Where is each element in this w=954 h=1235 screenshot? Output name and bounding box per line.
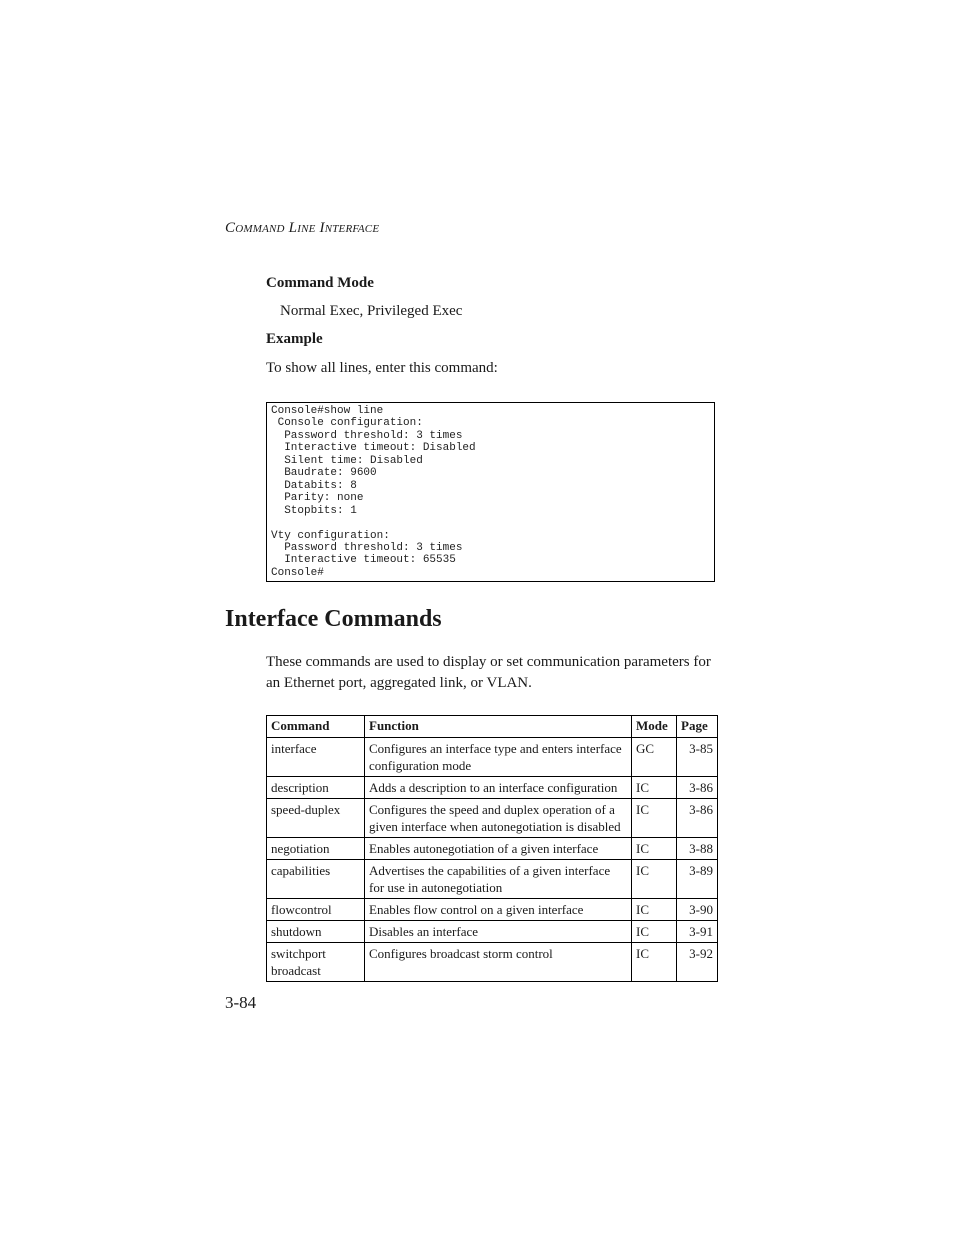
running-head-word: INTERFACE (319, 220, 380, 236)
table-header-row (267, 716, 718, 738)
example-heading: Example (266, 331, 323, 347)
code-example-box (266, 402, 715, 582)
section-paragraph: These commands are used to display or set communication parameters for an Ethernet port, aggregated link, or VLAN. (266, 654, 711, 691)
cell-function: Disables an interface (365, 921, 632, 943)
cell-mode: GC (632, 738, 677, 777)
cell-function: Configures the speed and duplex operation of a given interface when autonegotiation is disabled (365, 799, 632, 838)
cell-mode: IC (632, 860, 677, 899)
command-mode-text: Normal Exec, Privileged Exec (280, 303, 463, 319)
cell-page: 3-92 (677, 943, 718, 982)
cell-page: 3-86 (677, 799, 718, 838)
cell-page: 3-89 (677, 860, 718, 899)
cell-command: flowcontrol (267, 899, 365, 921)
code-example: Console#show line Console configuration: Password threshold: 3 times Interactive timeout: Disabled Silent time: Disabled Baudrate: 9600 Databits: 8 Parity: none Stopbits: 1 Vty configuration: Password threshold: 3 times Interactive timeout: 65535 Console# (271, 405, 476, 579)
cell-command: negotiation (267, 838, 365, 860)
cell-command: capabilities (267, 860, 365, 899)
section-title: Interface Commands (225, 606, 442, 632)
table-row (267, 899, 718, 921)
table-row (267, 738, 718, 777)
table-row (267, 777, 718, 799)
cell-function: Configures an interface type and enters interface configuration mode (365, 738, 632, 777)
command-mode-heading: Command Mode (266, 275, 374, 291)
table-row (267, 799, 718, 838)
cell-page: 3-85 (677, 738, 718, 777)
cell-mode: IC (632, 838, 677, 860)
cell-page: 3-91 (677, 921, 718, 943)
cell-page: 3-86 (677, 777, 718, 799)
header-page: Page (677, 716, 718, 738)
header-mode: Mode (632, 716, 677, 738)
header-command: Command (267, 716, 365, 738)
table-row (267, 838, 718, 860)
cell-mode: IC (632, 899, 677, 921)
cell-command: shutdown (267, 921, 365, 943)
example-intro: To show all lines, enter this command: (266, 360, 498, 376)
cell-command: speed-duplex (267, 799, 365, 838)
cell-function: Enables flow control on a given interface (365, 899, 632, 921)
page-number: 3-84 (225, 993, 257, 1012)
running-head (225, 220, 379, 237)
running-head-word: COMMAND (225, 220, 285, 236)
running-head-word: LINE (288, 220, 316, 236)
cell-mode: IC (632, 943, 677, 982)
cell-page: 3-90 (677, 899, 718, 921)
cell-page: 3-88 (677, 838, 718, 860)
interface-commands-table (266, 715, 718, 982)
cell-function: Configures broadcast storm control (365, 943, 632, 982)
table-row (267, 943, 718, 982)
cell-function: Enables autonegotiation of a given interface (365, 838, 632, 860)
header-function: Function (365, 716, 632, 738)
cell-command: switchport broadcast (267, 943, 365, 982)
cell-function: Adds a description to an interface configuration (365, 777, 632, 799)
cell-command: description (267, 777, 365, 799)
cell-mode: IC (632, 777, 677, 799)
table-row (267, 921, 718, 943)
cell-function: Advertises the capabilities of a given interface for use in autonegotiation (365, 860, 632, 899)
table-row (267, 860, 718, 899)
cell-command: interface (267, 738, 365, 777)
cell-mode: IC (632, 921, 677, 943)
cell-mode: IC (632, 799, 677, 838)
